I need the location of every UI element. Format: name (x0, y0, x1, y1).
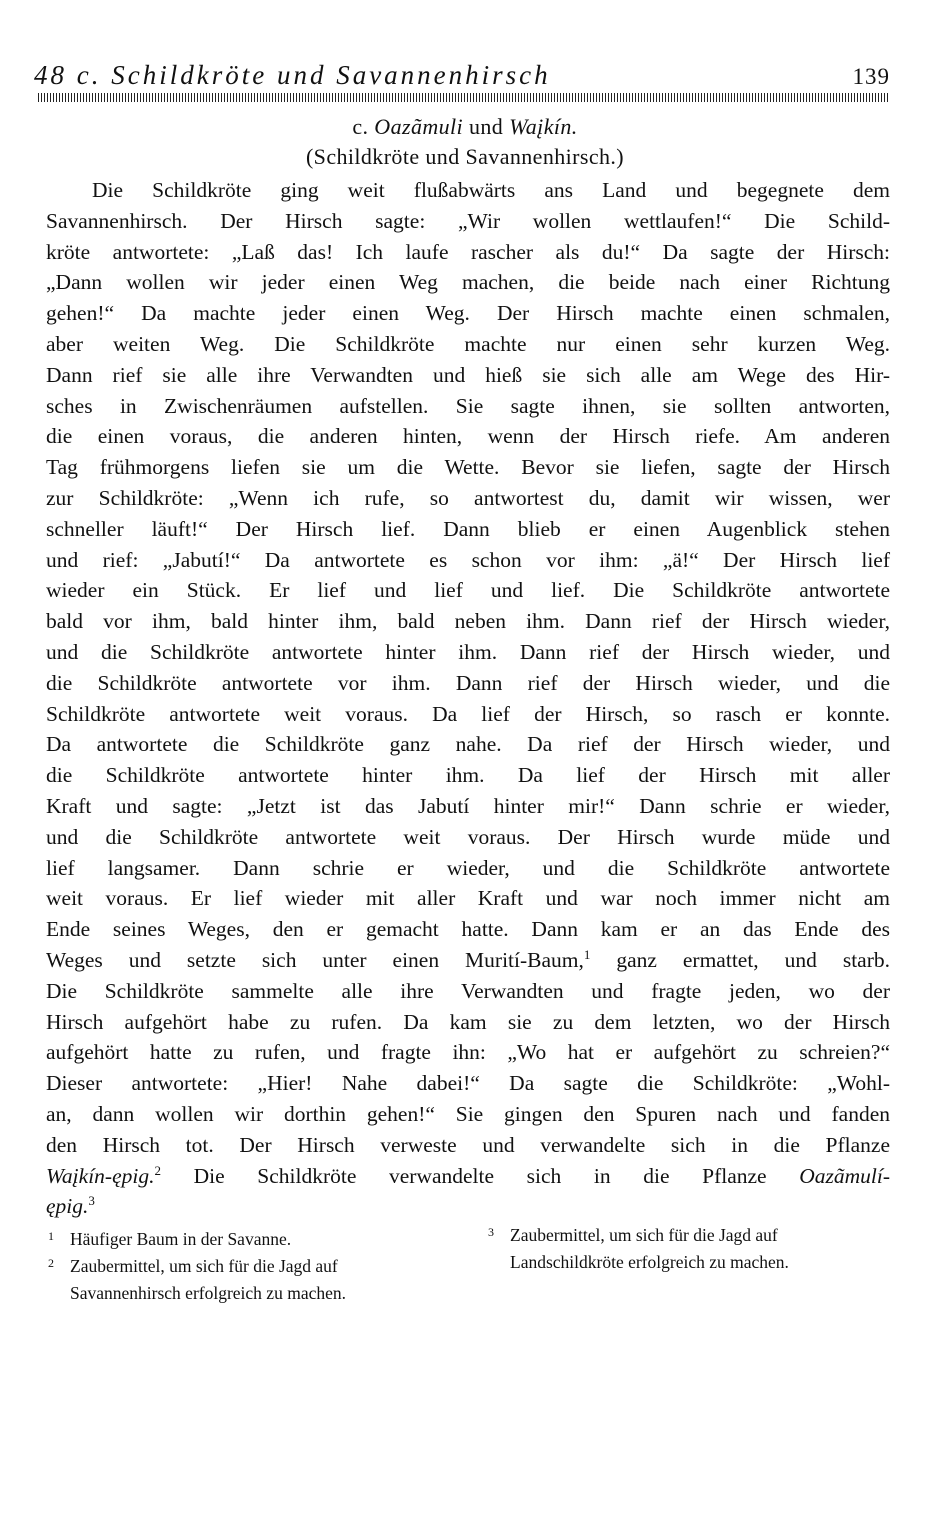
text-line-with-footnote (46, 1161, 890, 1192)
text-line: Die Schildkröte ging weit flußabwärts ans Land und begegnete dem (92, 178, 890, 202)
text-line: kröte antwortete: „Laß das! Ich laufe rascher als du!“ Da sagte der Hirsch: (46, 239, 890, 264)
footnote-mark: 2 (154, 1162, 161, 1178)
text-line: wieder ein Stück. Er lief und lief und lief. Die Schildkröte antwortete (46, 578, 890, 603)
text-line: aber weiten Weg. Die Schildkröte machte nur einen sehr kurzen Weg. (46, 331, 890, 356)
footnote-text: Landschildkröte erfolgreich zu machen. (510, 1252, 789, 1272)
text-line: aufgehört hatte zu rufen, und fragte ihn: „Wo hat er aufgehört zu schreien?“ (46, 1040, 890, 1065)
text-line: sches in Zwischenräumen aufstellen. Sie sagte ihnen, sie sollten antworten, (46, 393, 890, 418)
text-line: Schildkröte antwortete weit voraus. Da lief der Hirsch, so rasch er konnte. (46, 701, 890, 726)
footnote (46, 1226, 466, 1253)
plant-name: Oazãmulí- (799, 1163, 890, 1188)
text-line: Die Schildkröte sammelte alle ihre Verwandten und fragte jeden, wo der (46, 978, 890, 1003)
ornamental-rule (38, 93, 888, 102)
text-line: schneller läuft!“ Der Hirsch lief. Dann blieb er einen Augenblick stehen (46, 516, 890, 541)
story-title-prefix: c. (352, 114, 369, 139)
text-segment: Die Schildkröte verwandelte sich in die Pflanze (160, 1163, 800, 1188)
footnote-number: 2 (48, 1256, 54, 1270)
text-line: Da antwortete die Schildkröte ganz nahe. Da rief der Hirsch wieder, und (46, 732, 890, 757)
footnote-column-left (46, 1226, 466, 1307)
text-line-with-footnote (46, 945, 890, 976)
footnote-text: Häufiger Baum in der Savanne. (70, 1229, 292, 1249)
story-title (0, 114, 930, 140)
footnote (46, 1253, 466, 1307)
text-line: lief langsamer. Dann schrie er wieder, und die Schildkröte antwortete (46, 855, 890, 880)
text-line: Dann rief sie alle ihre Verwandten und hieß sie sich alle am Wege des Hir- (46, 362, 890, 387)
footnote (486, 1222, 896, 1276)
text-line: Hirsch aufgehört habe zu rufen. Da kam sie zu dem letzten, wo der Hirsch (46, 1009, 890, 1034)
story-body (46, 175, 890, 1222)
story-title-connector: und (468, 114, 504, 139)
story-subtitle: (Schildkröte und Savannenhirsch.) (305, 144, 625, 169)
text-line: weit voraus. Er lief wieder mit aller Kraft und war noch immer nicht am (46, 886, 890, 911)
text-line: „Dann wollen wir jeder einen Weg machen, die beide nach einer Richtung (46, 270, 890, 295)
text-line: zur Schildkröte: „Wenn ich rufe, so antwortest du, damit wir wissen, wer (46, 485, 890, 510)
running-head (34, 58, 890, 94)
text-line: Dieser antwortete: „Hier! Nahe dabei!“ Da sagte die Schildkröte: „Wohl- (46, 1071, 890, 1096)
footnote-mark: 3 (88, 1193, 95, 1209)
footnote-text: Savannenhirsch erfolgreich zu machen. (70, 1283, 346, 1303)
footnote-number: 1 (48, 1229, 54, 1243)
text-line: gehen!“ Da machte jeder einen Weg. Der Hirsch machte einen schmalen, (46, 301, 890, 326)
text-line: Ende seines Weges, den er gemacht hatte. Dann kam er an das Ende des (46, 917, 890, 942)
text-line: den Hirsch tot. Der Hirsch verweste und verwandelte sich in die Pflanze (46, 1132, 890, 1157)
footnote-text: Zaubermittel, um sich für die Jagd auf (70, 1256, 338, 1276)
text-segment: ganz ermattet, und starb. (590, 947, 891, 972)
text-line: und die Schildkröte antwortete weit voraus. Der Hirsch wurde müde und (46, 824, 890, 849)
plant-name: Waįkín-ępig. (46, 1163, 155, 1188)
plant-name: ępig. (46, 1194, 89, 1219)
text-line: Savannenhirsch. Der Hirsch sagte: „Wir wollen wettlaufen!“ Die Schild- (46, 208, 890, 233)
text-line: und die Schildkröte antwortete hinter ihm. Dann rief der Hirsch wieder, und (46, 639, 890, 664)
page-number: 139 (852, 64, 890, 89)
text-line: Tag frühmorgens liefen sie um die Wette. Bevor sie liefen, sagte der Hirsch (46, 455, 890, 480)
text-line: die einen voraus, die anderen hinten, wenn der Hirsch riefe. Am anderen (46, 424, 890, 449)
footnote-number: 3 (488, 1225, 494, 1239)
story-title-name-2: Waįkín. (509, 114, 578, 139)
text-line: Kraft und sagte: „Jetzt ist das Jabutí hinter mir!“ Dann schrie er wieder, (46, 793, 890, 818)
text-segment: Weges und setzte sich unter einen Murití-Baum, (46, 947, 584, 972)
footnote-text: Zaubermittel, um sich für die Jagd auf (510, 1225, 778, 1245)
running-title: 48 c. Schildkröte und Savannenhirsch (34, 60, 551, 90)
text-line: bald vor ihm, bald hinter ihm, bald neben ihm. Dann rief der Hirsch wieder, (46, 609, 890, 634)
text-line: die Schildkröte antwortete vor ihm. Dann rief der Hirsch wieder, und die (46, 670, 890, 695)
footnote-mark: 1 (583, 946, 591, 962)
text-line-with-footnote (46, 1191, 890, 1222)
story-title-name-1: Oazãmuli (374, 114, 464, 139)
footnote-column-right (486, 1222, 896, 1276)
text-line: und rief: „Jabutí!“ Da antwortete es schon vor ihm: „ä!“ Der Hirsch lief (46, 547, 890, 572)
text-line: die Schildkröte antwortete hinter ihm. Da lief der Hirsch mit aller (46, 763, 890, 788)
text-line: an, dann wollen wir dorthin gehen!“ Sie gingen den Spuren nach und fanden (46, 1101, 890, 1126)
